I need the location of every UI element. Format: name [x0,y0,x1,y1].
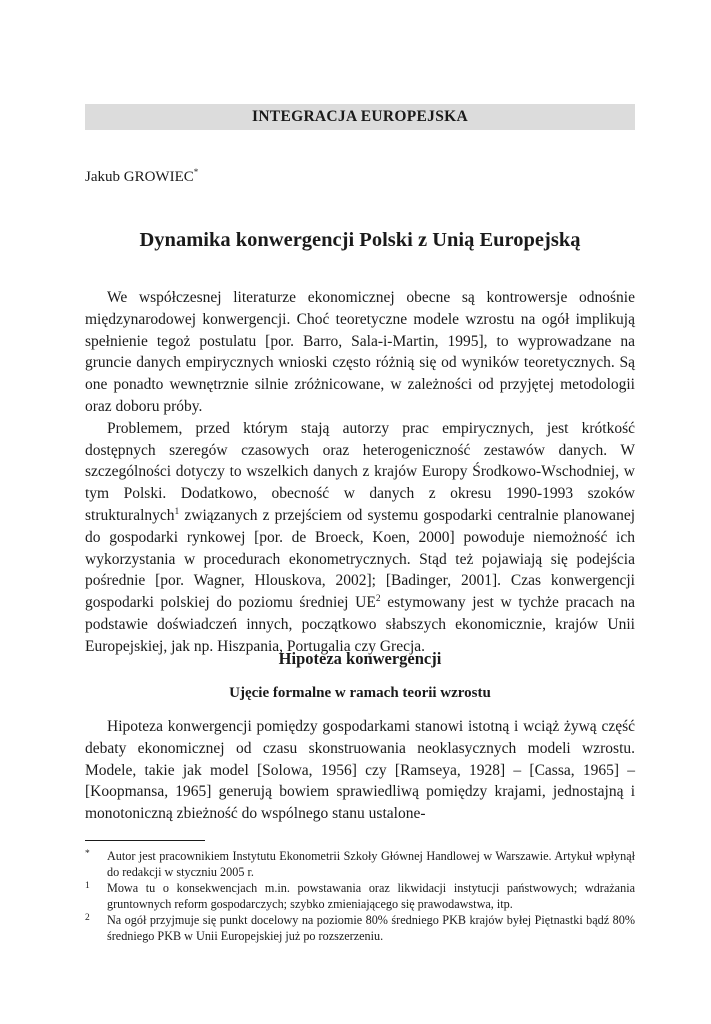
subsection-heading: Ujęcie formalne w ramach teorii wzrostu [229,685,491,701]
footnote-marker: 1 [85,881,90,892]
intro-paragraph-2 [85,418,635,658]
footnote-text: Autor jest pracownikiem Instytutu Ekonometrii Szkoły Głównej Handlowej w Warszawie. Artykuł wpłynął do redakcji w styczniu 2005 r. [107,849,635,879]
footnote-text: Mowa tu o konsekwencjach m.in. powstawania oraz likwidacji instytucji państwowych; wdrażania gruntownych reform gospodarczych; szybko zmieniającego się prawodawstwa, itp. [107,881,635,911]
author-name: Jakub GROWIEC [85,169,194,185]
intro-text-block [85,287,635,658]
footnote-separator [85,840,205,841]
footnote-1 [85,881,635,912]
footnote-text: Na ogół przyjmuje się punkt docelowy na poziomie 80% średniego PKB krajów byłej Piętnastki bądź 80% średniego PKB w Unii Europejskiej już po rozszerzeniu. [107,913,635,943]
article-title: Dynamika konwergencji Polski z Unią Europejską [139,229,581,251]
footnote-marker: * [85,849,90,859]
section-paragraph-1: Hipoteza konwergencji pomiędzy gospodarkami stanowi istotną i wciąż żywą część debaty ekonomicznej od czasu skonstruowania neoklasycznych modeli wzrostu. Modele, takie jak model [Solowa, 1956] czy [Ramseya, 1928] – [Cassa, 1965] – [Koopmansa, 1965] generują bowiem sprawiedliwą pomiędzy krajami, jednostajną i monotoniczną zbieżność do wspólnego stanu ustalone- [85,718,635,823]
intro-paragraph-1: We współczesnej literaturze ekonomicznej obecne są kontrowersje odnośnie międzynarodowej konwergencji. Choć teoretyczne modele wzrostu na ogół implikują spełnienie tegoż postulatu [por. Barro, Sala-i-Martin, 1995], to wyprowadzane na gruncie danych empirycznych wnioski często różnią się od wyników teoretycznych. Są one ponadto wewnętrznie silnie zróżnicowane, w zależności od przyjętej metodologii oraz doboru próby. [85,289,635,415]
section-header-text: INTEGRACJA EUROPEJSKA [251,108,468,125]
footnote-marker: 2 [85,913,90,924]
author-footnote-marker: * [193,167,199,177]
section-heading: Hipoteza konwergencji [278,649,442,668]
footnote-author [85,849,635,880]
footnotes-block [85,849,635,946]
section-text-block [85,716,635,825]
section-header-bar [85,104,635,130]
paragraph-text: związanych z przejściem od systemu gospodarki centralnie planowanej do gospodarki rynkowej [por. de Broeck, Koen, 2000] powoduje niemożność ich wykorzystania w procedurach ekonometrycznych. Stąd też pojawiają się podejścia pośrednie [por. Wagner, Hlouskova, 2002]; [Badinger, 2001]. Czas konwergencji gospodarki polskiej do poziomu średniej UE [85,506,635,612]
author-line [85,167,198,187]
footnote-2 [85,913,635,944]
paragraph-text: Problemem, przed którym stają autorzy prac empirycznych, jest krótkość dostępnych szeregów czasowych oraz heterogeniczność zestawów danych. W szczególności dotyczy to wszelkich danych z krajów Europy Środkowo-Wschodniej, w tym Polski. Dodatkowo, obecność w danych z okresu 1990-1993 szoków strukturalnych [85,419,635,524]
paragraph-text: estymowany jest w tychże pracach na podstawie doświadczeń innych, początkowo słabszych ekonomicznie, krajów Unii Europejskiej, jak np. Hiszpania, Portugalia czy Grecja. [85,594,635,655]
footnote-ref-2: 2 [375,594,381,604]
footnote-ref-1: 1 [174,506,180,517]
